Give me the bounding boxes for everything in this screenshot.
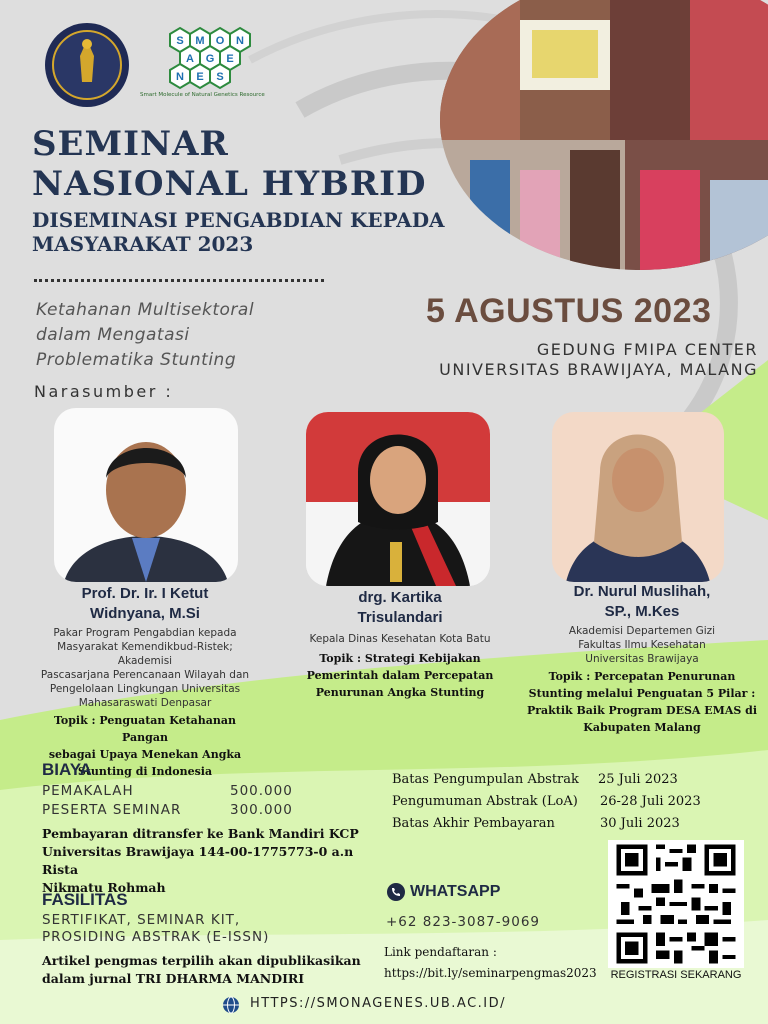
topic-line: Topik : Percepatan Penurunan — [548, 670, 736, 683]
website-url[interactable]: HTTPS://SMONAGENES.UB.AC.ID/ — [250, 996, 507, 1011]
logo-letter: M — [195, 35, 205, 47]
speaker-2-card — [285, 588, 515, 701]
biaya-table — [42, 782, 322, 820]
subtitle-line-1: DISEMINASI PENGABDIAN KEPADA — [32, 208, 445, 232]
stunting-photo-collage — [440, 0, 768, 280]
topic-line: Kabupaten Malang — [583, 721, 701, 734]
payment-line: Universitas Brawijaya 144-00-1775773-0 a.n Rista — [42, 844, 354, 877]
date-value: 30 Juli 2023 — [600, 816, 680, 831]
role-line: Universitas Brawijaya — [585, 653, 699, 665]
theme-line-3: Problematika Stunting — [36, 350, 237, 370]
speaker-name-line: Widnyana, M.Si — [90, 605, 200, 622]
payment-line: Pembayaran ditransfer ke Bank Mandiri KCP — [42, 826, 359, 841]
fasilitas-note-line: Artikel pengmas terpilih akan dipublikasikan — [42, 953, 361, 968]
smonagenes-logo — [140, 24, 280, 104]
speaker-2-photo — [306, 412, 490, 586]
speaker-name-line: Prof. Dr. Ir. I Ketut — [81, 585, 209, 602]
seminar-subtitle — [32, 208, 472, 256]
payment-line: Nikmatu Rohmah — [42, 880, 166, 895]
important-dates — [392, 769, 722, 835]
speaker-3-photo — [552, 412, 724, 582]
whatsapp-contact[interactable] — [386, 882, 500, 902]
whatsapp-phone[interactable]: +62 823-3087-9069 — [386, 914, 541, 930]
biaya-row — [42, 782, 322, 801]
speaker-1-role — [30, 626, 260, 710]
topic-line: sebagai Upaya Menekan Angka — [48, 748, 242, 761]
registration-link[interactable] — [384, 942, 597, 984]
logo-letter: O — [215, 35, 225, 47]
role-line: Pascasarjana Perencanaan Wilayah dan — [40, 669, 250, 681]
fasilitas-line: PROSIDING ABSTRAK (E-ISSN) — [42, 929, 270, 945]
smonagenes-tagline: Smart Molecule of Natural Genetics Resource — [140, 92, 265, 98]
biaya-amount: 300.000 — [230, 802, 293, 818]
whatsapp-label: WHATSAPP — [410, 883, 501, 900]
role-line: Kepala Dinas Kesehatan Kota Batu — [309, 633, 491, 645]
logo-letter: E — [196, 71, 204, 83]
role-line: Fakultas Ilmu Kesehatan — [578, 639, 706, 651]
biaya-amount: 500.000 — [230, 783, 293, 799]
speaker-3-card — [522, 582, 762, 736]
role-line: Pengelolaan Lingkungan Universitas — [49, 683, 241, 695]
date-row — [392, 791, 722, 813]
topic-line: Stunting melalui Penguatan 5 Pilar : — [528, 687, 756, 700]
speaker-2-topic — [285, 650, 515, 701]
logo-letter: E — [226, 53, 234, 65]
topic-line: Topik : Strategi Kebijakan — [319, 652, 481, 665]
venue-line-1: GEDUNG FMIPA CENTER — [536, 340, 758, 359]
registration-qr-code[interactable] — [608, 840, 744, 968]
logo-letter: G — [205, 53, 215, 65]
speaker-3-topic — [522, 668, 762, 736]
speaker-name-line: SP., M.Kes — [604, 603, 680, 620]
subtitle-line-2: MASYARAKAT 2023 — [32, 232, 254, 256]
theme-line-2: dalam Mengatasi — [36, 325, 190, 345]
speaker-3-role — [522, 624, 762, 666]
logo-letter: N — [176, 71, 184, 83]
logo-letter: N — [236, 35, 244, 47]
venue-line-2: UNIVERSITAS BRAWIJAYA, MALANG — [439, 360, 758, 379]
role-line: Pakar Program Pengabdian kepada — [53, 627, 237, 639]
speaker-1-card — [30, 584, 260, 780]
globe-icon — [222, 996, 240, 1014]
speaker-name-line: Dr. Nurul Muslihah, — [573, 583, 711, 600]
role-line: Masyarakat Kemendikbud-Ristek; Akademisi — [57, 641, 233, 667]
logo-letter: A — [186, 53, 194, 65]
topic-line: Penurunan Angka Stunting — [315, 686, 485, 699]
date-value: 26-28 Juli 2023 — [600, 794, 701, 809]
fasilitas-line: SERTIFIKAT, SEMINAR KIT, — [42, 912, 241, 928]
theme-line-1: Ketahanan Multisektoral — [36, 300, 255, 320]
date-row — [392, 769, 722, 791]
topic-line: Topik : Penguatan Ketahanan Pangan — [53, 714, 237, 744]
biaya-row — [42, 801, 322, 820]
date-label: Batas Akhir Pembayaran — [392, 816, 555, 831]
seminar-title — [32, 124, 427, 204]
biaya-label: PESERTA SEMINAR — [42, 802, 182, 818]
event-venue — [439, 340, 758, 380]
fasilitas-note-line: dalam jurnal TRI DHARMA MANDIRI — [42, 971, 305, 986]
fasilitas-heading: FASILITAS — [42, 890, 128, 909]
narasumber-label: Narasumber : — [34, 382, 174, 401]
qr-label: REGISTRASI SEKARANG — [610, 969, 742, 981]
role-line: Mahasaraswati Denpasar — [78, 697, 212, 709]
universitas-brawijaya-logo — [44, 22, 130, 108]
logo-letter: S — [176, 35, 184, 47]
whatsapp-icon — [386, 882, 406, 902]
date-value: 25 Juli 2023 — [598, 772, 678, 787]
registration-link-label: Link pendaftaran : — [384, 945, 497, 959]
date-row — [392, 813, 722, 835]
speaker-1-photo — [54, 408, 238, 582]
speaker-name-line: Trisulandari — [357, 609, 443, 626]
biaya-heading: BIAYA — [42, 760, 92, 779]
title-line-2: NASIONAL HYBRID — [32, 164, 427, 204]
registration-link-url[interactable]: https://bit.ly/seminarpengmas2023 — [384, 966, 597, 980]
speaker-name-line: drg. Kartika — [358, 589, 442, 606]
title-line-1: SEMINAR — [32, 124, 229, 164]
event-date: 5 AGUSTUS 2023 — [426, 292, 712, 330]
speaker-2-name — [285, 588, 515, 628]
role-line: Akademisi Departemen Gizi — [568, 625, 716, 637]
speaker-2-role — [285, 632, 515, 646]
speaker-1-name — [30, 584, 260, 624]
topic-line: Praktik Baik Program DESA EMAS di — [526, 704, 758, 717]
date-label: Batas Pengumpulan Abstrak — [392, 772, 579, 787]
speaker-3-name — [522, 582, 762, 622]
hexagon-cluster-icon — [140, 24, 280, 90]
fasilitas-note — [42, 952, 382, 988]
topic-line: Pemerintah dalam Percepatan — [306, 669, 494, 682]
seminar-theme — [36, 298, 254, 373]
fasilitas-list — [42, 912, 269, 946]
topic-line: Stunting di Indonesia — [77, 765, 213, 778]
logo-letter: S — [216, 71, 224, 83]
payment-info — [42, 825, 382, 897]
date-label: Pengumuman Abstrak (LoA) — [392, 794, 578, 809]
dotted-divider — [34, 279, 324, 282]
biaya-label: PEMAKALAH — [42, 783, 134, 799]
